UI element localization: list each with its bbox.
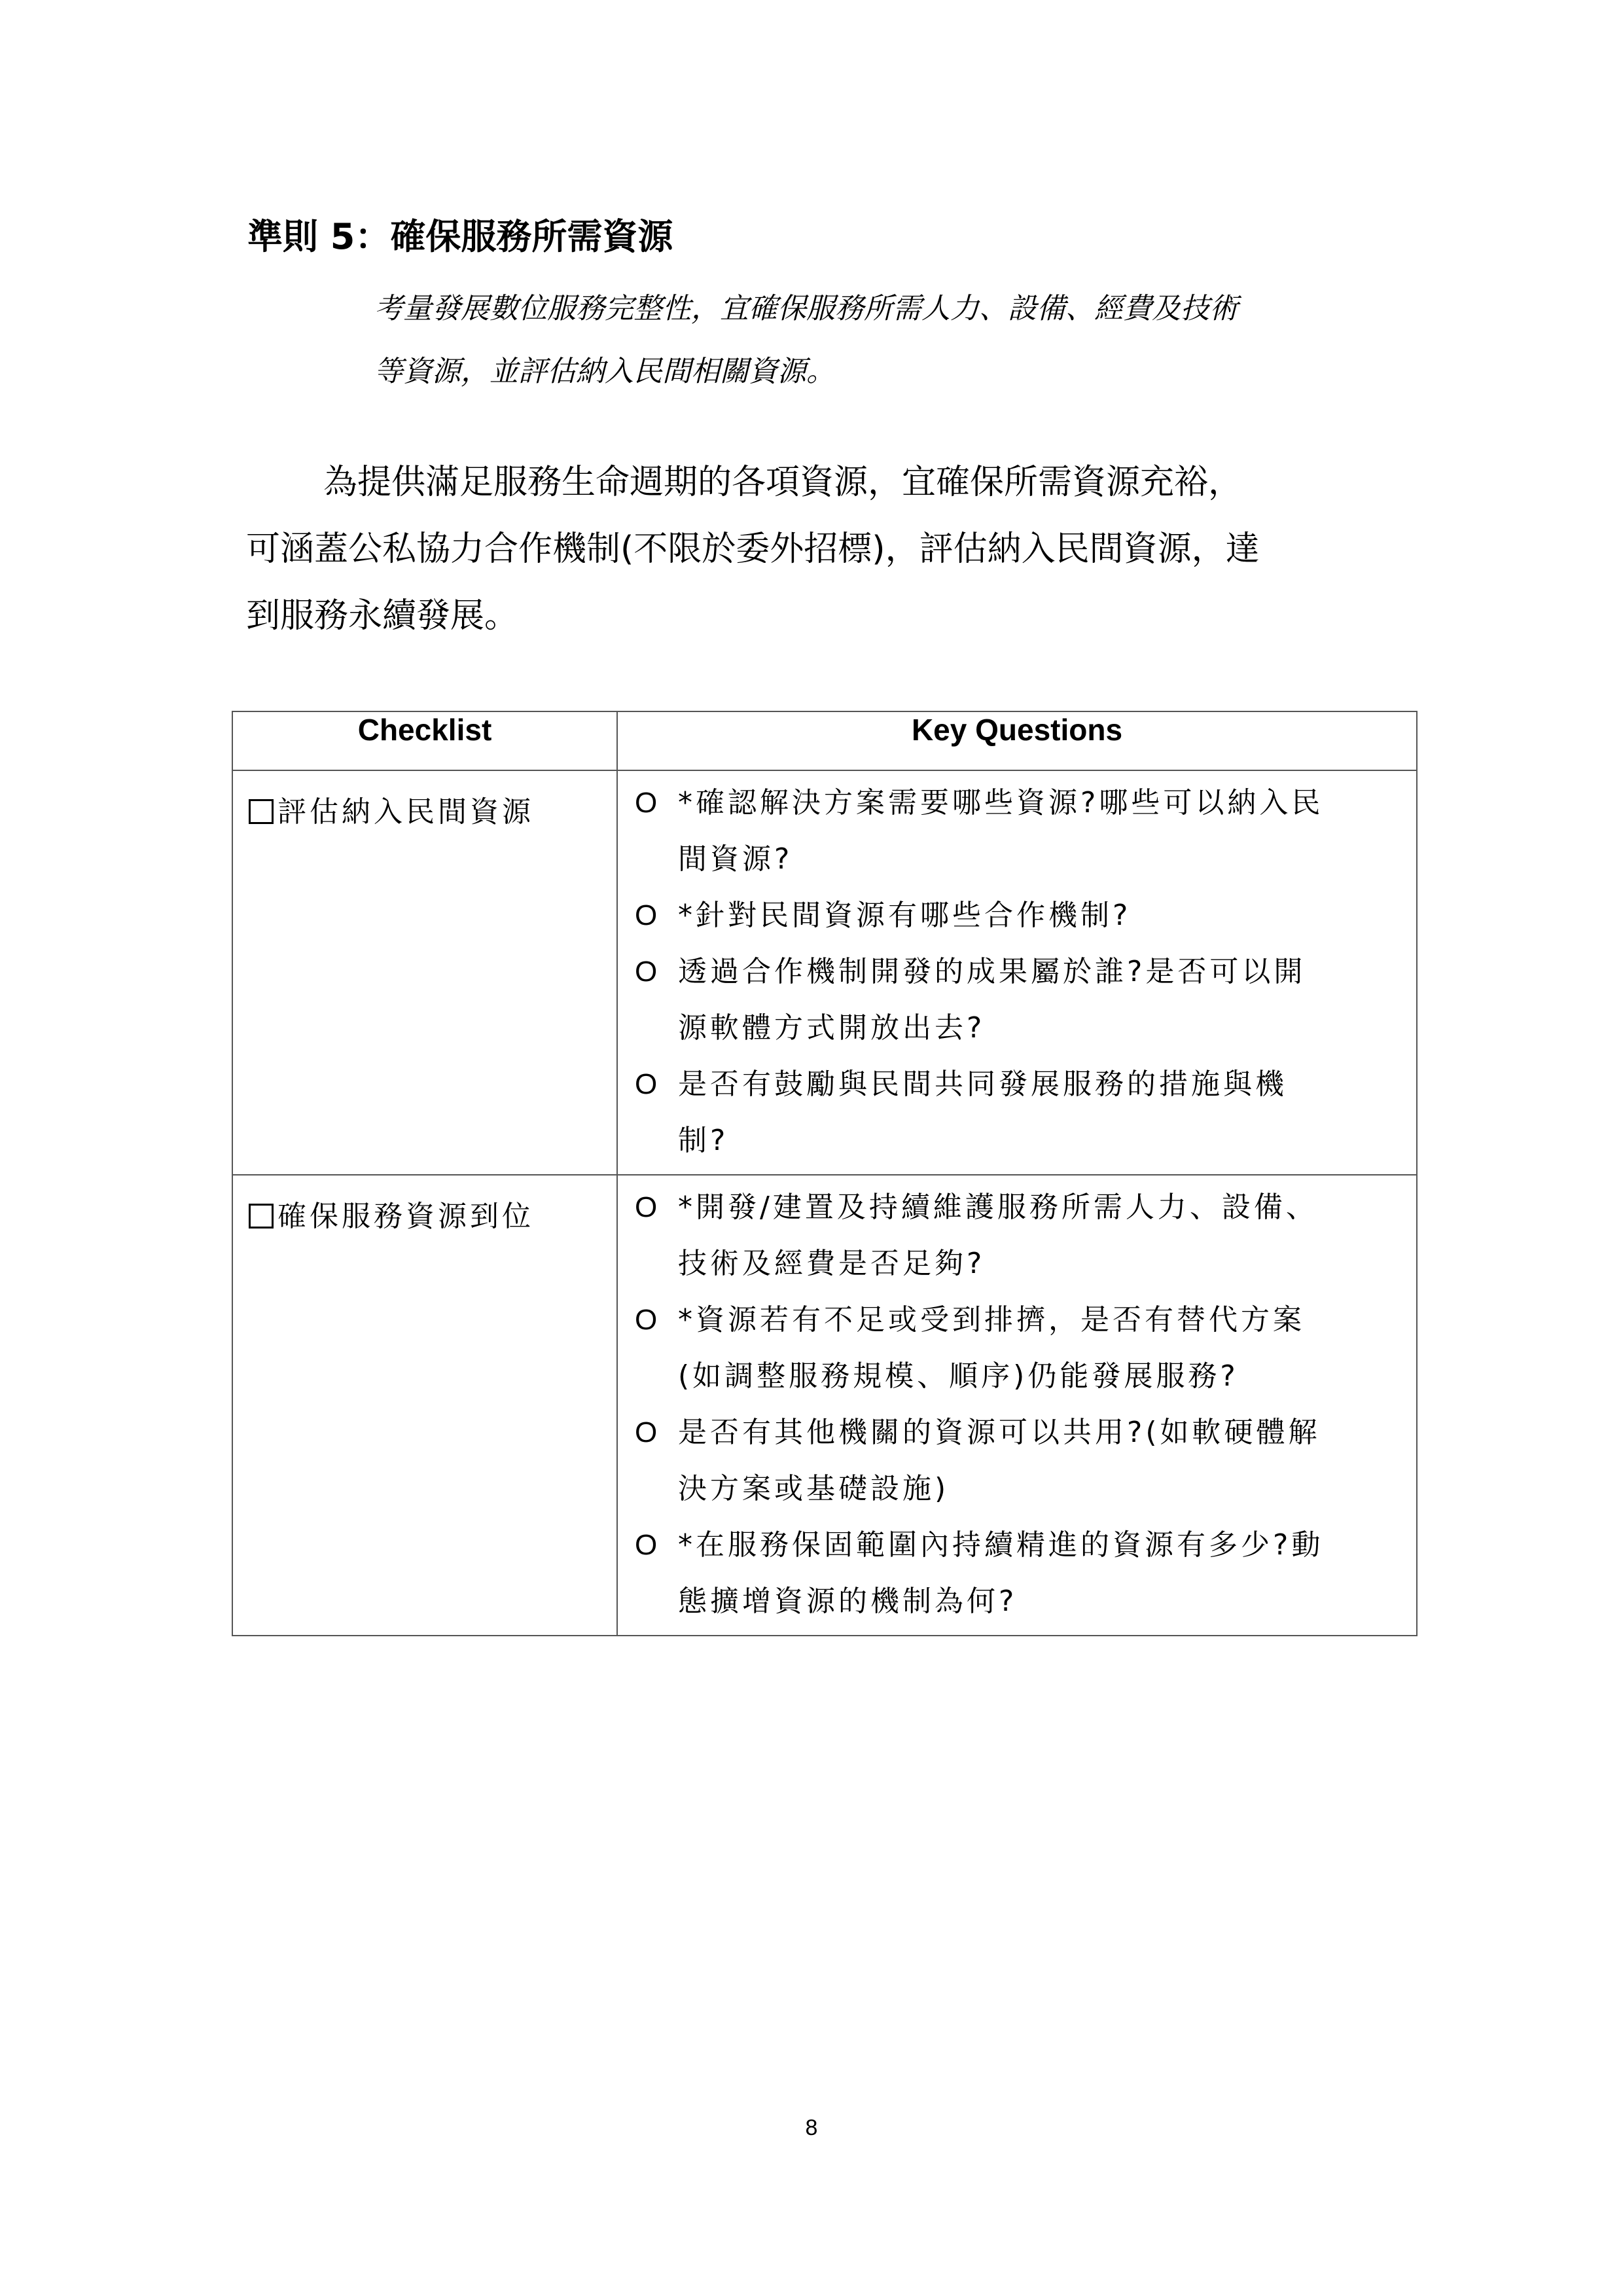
questions-cell bbox=[617, 1175, 1417, 1636]
paragraph-line: 為提供滿足服務生命週期的各項資源，宜確保所需資源充裕， bbox=[323, 463, 1243, 502]
summary-line: 等資源，並評估納入民間相關資源。 bbox=[374, 355, 835, 388]
principle-summary bbox=[374, 278, 1238, 403]
question-line: *針對民間資源有哪些合作機制? bbox=[678, 899, 1132, 932]
question-list bbox=[618, 771, 1416, 1174]
body-paragraph bbox=[246, 449, 1260, 649]
principle-heading: 準則 5：確保服務所需資源 bbox=[247, 216, 673, 257]
circle-bullet-icon: O bbox=[635, 1191, 658, 1223]
circle-bullet-icon: O bbox=[635, 1416, 658, 1448]
checklist-cell bbox=[232, 770, 617, 1175]
question-line: 間資源? bbox=[678, 842, 793, 876]
table-header-row bbox=[232, 711, 1417, 770]
question-item bbox=[618, 1056, 1416, 1169]
question-line: 決方案或基礎設施) bbox=[678, 1472, 950, 1505]
question-list bbox=[618, 1175, 1416, 1635]
question-item bbox=[618, 1517, 1416, 1630]
question-line: *確認解決方案需要哪些資源?哪些可以納入民 bbox=[678, 786, 1324, 819]
checklist-table bbox=[232, 711, 1418, 1636]
circle-bullet-icon: O bbox=[635, 787, 658, 819]
question-item bbox=[618, 888, 1416, 944]
question-item bbox=[618, 944, 1416, 1056]
question-line: 源軟體方式開放出去? bbox=[678, 1011, 986, 1045]
circle-bullet-icon: O bbox=[635, 1068, 658, 1100]
question-line: 制? bbox=[678, 1124, 729, 1157]
checkbox-icon[interactable] bbox=[249, 799, 274, 824]
question-line: 是否有鼓勵與民間共同發展服務的措施與機 bbox=[678, 1067, 1287, 1101]
checklist-item[interactable] bbox=[233, 1175, 616, 1245]
paragraph-line: 到服務永續發展。 bbox=[246, 596, 519, 636]
question-line: (如調整服務規模、順序)仍能發展服務? bbox=[678, 1359, 1239, 1393]
checklist-item-label: 確保服務資源到位 bbox=[277, 1200, 534, 1233]
question-line: 是否有其他機關的資源可以共用?(如軟硬體解 bbox=[678, 1416, 1321, 1449]
page-number: 8 bbox=[805, 2115, 818, 2140]
circle-bullet-icon: O bbox=[635, 956, 658, 988]
question-item bbox=[618, 1405, 1416, 1517]
checklist-item[interactable] bbox=[233, 771, 616, 840]
paragraph-line: 可涵蓋公私協力合作機制(不限於委外招標)，評估納入民間資源，達 bbox=[246, 529, 1260, 569]
question-item bbox=[618, 775, 1416, 888]
question-line: *在服務保固範圍內持續精進的資源有多少?動 bbox=[678, 1528, 1324, 1562]
table-row bbox=[232, 770, 1417, 1175]
checklist-header: Checklist bbox=[232, 711, 617, 770]
circle-bullet-icon: O bbox=[635, 899, 658, 931]
question-item bbox=[618, 1292, 1416, 1405]
question-line: *開發/建置及持續維護服務所需人力、設備、 bbox=[678, 1191, 1318, 1224]
key-questions-header: Key Questions bbox=[617, 711, 1417, 770]
question-line: 透過合作機制開發的成果屬於誰?是否可以開 bbox=[678, 955, 1306, 988]
summary-line: 考量發展數位服務完整性，宜確保服務所需人力、設備、經費及技術 bbox=[374, 292, 1238, 325]
questions-cell bbox=[617, 770, 1417, 1175]
question-item bbox=[618, 1179, 1416, 1292]
checkbox-icon[interactable] bbox=[249, 1204, 274, 1229]
question-line: 態擴增資源的機制為何? bbox=[678, 1585, 1018, 1618]
question-line: 技術及經費是否足夠? bbox=[678, 1247, 986, 1280]
question-line: *資源若有不足或受到排擠，是否有替代方案 bbox=[678, 1303, 1305, 1336]
table-row bbox=[232, 1175, 1417, 1636]
circle-bullet-icon: O bbox=[635, 1304, 658, 1336]
circle-bullet-icon: O bbox=[635, 1529, 658, 1561]
checklist-cell bbox=[232, 1175, 617, 1636]
checklist-item-label: 評估納入民間資源 bbox=[277, 795, 534, 829]
